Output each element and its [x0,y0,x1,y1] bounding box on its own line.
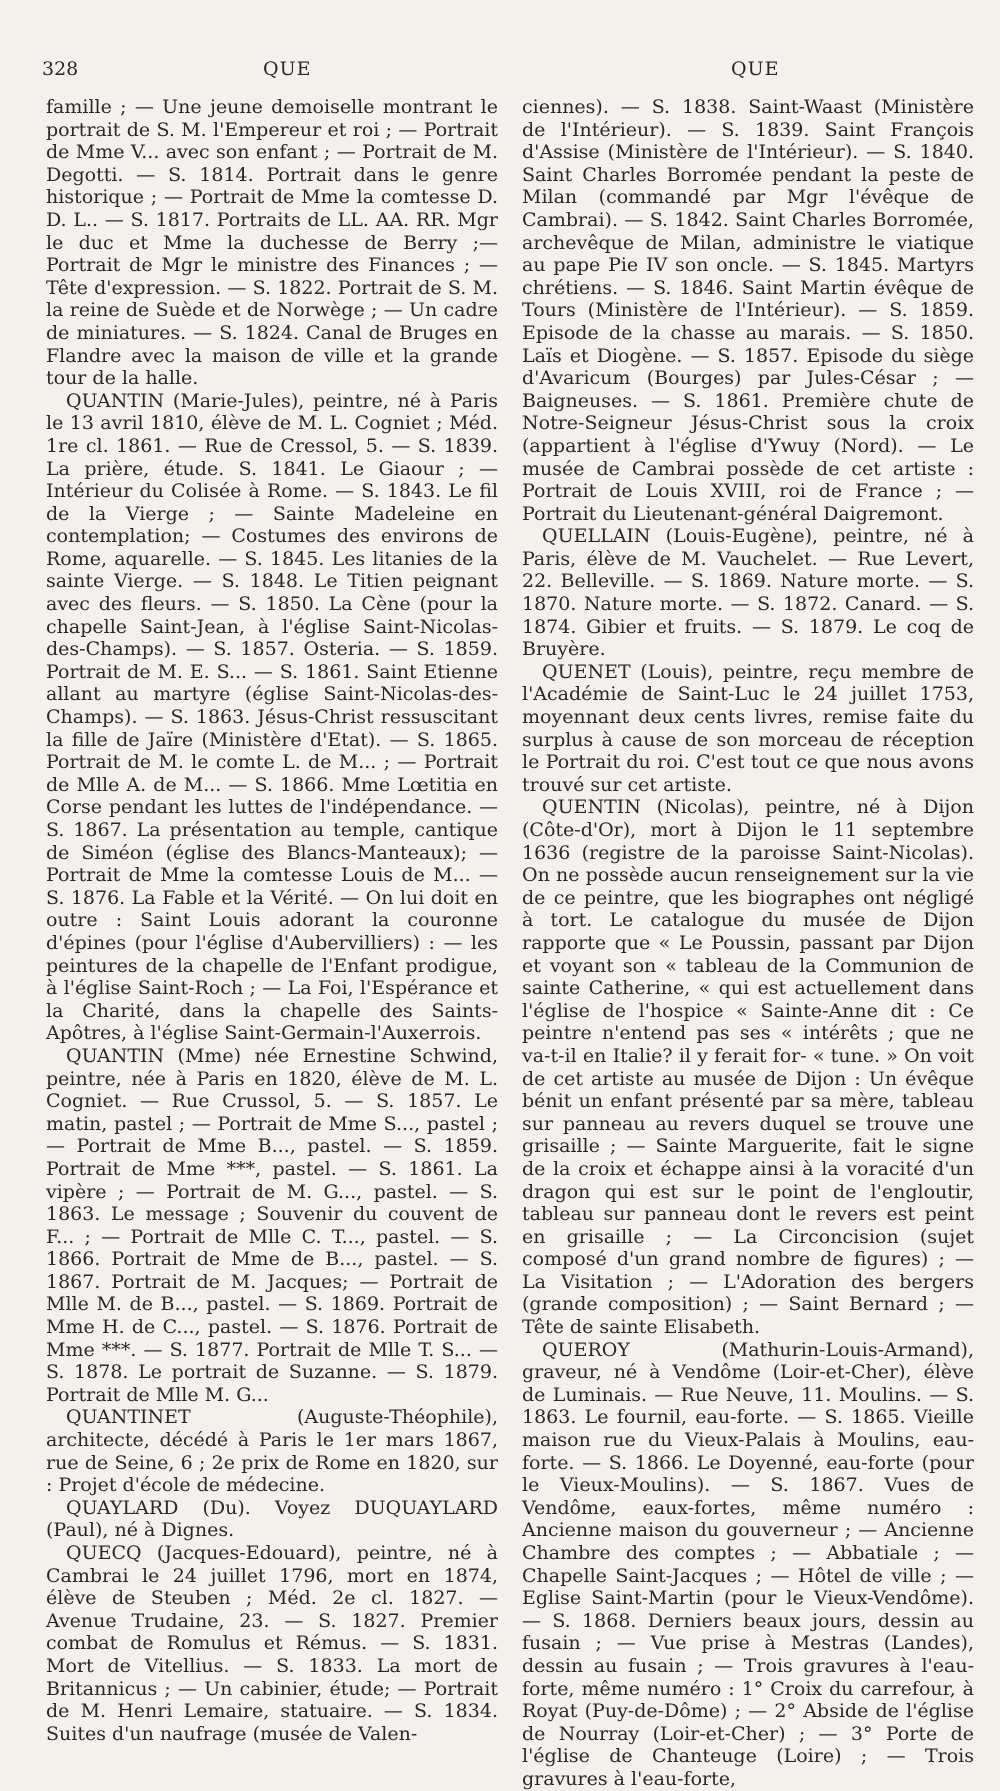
paragraph: ciennes). — S. 1838. Saint-Waast (Ministère de l'Intérieur). — S. 1839. Saint François d'Assise (Ministère de l'Intérieur). — S. 1840. Saint Charles Borromée pendant la peste de Milan (commandé par Mgr l'évêque de Cambrai). — S. 1842. Saint Charles Borromée, archevêque de Milan, administre le viatique au pape Pie IV son oncle. — S. 1845. Martyrs chrétiens. — S. 1846. Saint Martin évêque de Tours (Ministère de l'Intérieur). — S. 1859. Episode de la chasse au marais. — S. 1850. Laïs et Diogène. — S. 1857. Episode du siège d'Avaricum (Bourges) par Jules-César ; — Baigneuses. — S. 1861. Première chute de Notre-Seigneur Jésus-Christ sous la croix (appartient à l'église d'Ywuy (Nord). — Le musée de Cambrai possède de cet artiste : Portrait de Louis XVIII, roi de France ; — Portrait du Lieutenant-général Daigremont. [522,96,974,525]
paragraph: famille ; — Une jeune demoiselle montrant le portrait de S. M. l'Empereur et roi ; — Portrait de Mme V... avec son enfant ; — Portrait de M. Degotti. — S. 1814. Portrait dans le genre historique ; — Portrait de Mme la comtesse D. D. L.. — S. 1817. Portraits de LL. AA. RR. Mgr le duc et Mme la duchesse de Berry ;—Portrait de Mgr le ministre des Finances ; — Tête d'expression. — S. 1822. Portrait de S. M. la reine de Suède et de Norwège ; — Un cadre de miniatures. — S. 1824. Canal de Bruges en Flandre avec la maison de ville et la grande tour de la halle. [46,96,498,390]
paragraph: QUECQ (Jacques-Edouard), peintre, né à Cambrai le 24 juillet 1796, mort en 1874, élève de Steuben ; Méd. 2e cl. 1827. — Avenue Trudaine, 23. — S. 1827. Premier combat de Romulus et Rémus. — S. 1831. Mort de Vitellius. — S. 1833. La mort de Britannicus ; — Un cabinier, étude; — Portrait de M. Henri Lemaire, statuaire. — S. 1834. Suites d'un naufrage (musée de Valen- [46,1542,498,1745]
paragraph: QUANTIN (Marie-Jules), peintre, né à Paris le 13 avril 1810, élève de M. L. Cogniet ; Méd. 1re cl. 1861. — Rue de Cressol, 5. — S. 1839. La prière, étude. S. 1841. Le Giaour ; — Intérieur du Colisée à Rome. — S. 1843. Le fil de la Vierge ; — Sainte Madeleine en contemplation; — Costumes des environs de Rome, aquarelle. — S. 1845. Les litanies de la sainte Vierge. — S. 1848. Le Titien peignant avec des fleurs. — S. 1850. La Cène (pour la chapelle Saint-Jean, à l'église Saint-Nicolas-des-Champs). — S. 1857. Osteria. — S. 1859. Portrait de M. E. S... — S. 1861. Saint Etienne allant au martyre (église Saint-Nicolas-des-Champs). — S. 1863. Jésus-Christ ressuscitant la fille de Jaïre (Ministère d'Etat). — S. 1865. Portrait de M. le comte L. de M... ; — Portrait de Mlle A. de M... — S. 1866. Mme Lœtitia en Corse pendant les luttes de l'indépendance. — S. 1867. La présentation au temple, cantique de Siméon (église des Blancs-Manteaux); — Portrait de Mme la comtesse Louis de M... — S. 1876. La Fable et la Vérité. — On lui doit en outre : Saint Louis adorant la couronne d'épines (pour l'église d'Aubervilliers) : — les peintures de la chapelle de l'Enfant prodigue, à l'église Saint-Roch ; — La Foi, l'Espérance et la Charité, dans la chapelle des Saints-Apôtres, à l'église Saint-Germain-l'Auxerrois. [46,389,498,1045]
left-column [46,96,498,1745]
paragraph: QUELLAIN (Louis-Eugène), peintre, né à Paris, élève de M. Vauchelet. — Rue Levert, 22. Belleville. — S. 1869. Nature morte. — S. 1870. Nature morte. — S. 1872. Canard. — S. 1874. Gibier et fruits. — S. 1879. Le coq de Bruyère. [522,525,974,661]
page-header [0,58,1000,88]
paragraph: QUENET (Louis), peintre, reçu membre de l'Académie de Saint-Luc le 24 juillet 1753, moyennant deux cents livres, remise faite du surplus à cause de son morceau de réception le Portrait du roi. C'est tout ce que nous avons trouvé sur cet artiste. [522,660,974,796]
right-column [522,96,974,1791]
paragraph: QUANTINET (Auguste-Théophile), architecte, décédé à Paris le 1er mars 1867, rue de Seine, 6 ; 2e prix de Rome en 1820, sur : Projet d'école de médecine. [46,1406,498,1497]
page-number: 328 [42,58,79,80]
running-head-right: QUE [731,58,780,80]
paragraph: QUEROY (Mathurin-Louis-Armand), graveur, né à Vendôme (Loir-et-Cher), élève de Luminais. — Rue Neuve, 11. Moulins. — S. 1863. Le fournil, eau-forte. — S. 1865. Vieille maison rue du Vieux-Palais à Moulins, eau-forte. — S. 1866. Le Doyenné, eau-forte (pour le Vieux-Moulins). — S. 1867. Vues de Vendôme, eaux-fortes, même numéro : Ancienne maison du gouverneur ; — Ancienne Chambre des comptes ; — Abbatiale ; — Chapelle Saint-Jacques ; — Hôtel de ville ; — Eglise Saint-Martin (pour le Vieux-Vendôme). — S. 1868. Derniers beaux jours, dessin au fusain ; — Vue prise à Mestras (Landes), dessin au fusain ; — Trois gravures à l'eau-forte, même numéro : 1° Croix du carrefour, à Royat (Puy-de-Dôme) ; — 2° Abside de l'église de Nourray (Loir-et-Cher) ; — 3° Porte de l'église de Chanteuge (Loire) ; — Trois gravures à l'eau-forte, [522,1338,974,1790]
running-head-left: QUE [263,58,312,80]
paragraph: QUAYLARD (Du). Voyez DUQUAYLARD (Paul), né à Dignes. [46,1496,498,1542]
paragraph: QUENTIN (Nicolas), peintre, né à Dijon (Côte-d'Or), mort à Dijon le 11 septembre 1636 (registre de la paroisse Saint-Nicolas). On ne possède aucun renseignement sur la vie de ce peintre, que les biographes ont négligé à tort. Le catalogue du musée de Dijon rapporte que « Le Poussin, passant par Dijon et voyant son « tableau de la Communion de sainte Catherine, « qui est actuellement dans l'église de l'hospice « Sainte-Anne dit : Ce peintre n'entend pas ses « intérêts ; que ne va-t-il en Italie? il y ferait for- « tune. » On voit de cet artiste au musée de Dijon : Un évêque bénit un enfant présenté par sa mère, tableau sur panneau au revers duquel se trouve une grisaille ; — Sainte Marguerite, fait le signe de la croix et échappe ainsi à la voracité d'un dragon qui est sur le point de l'engloutir, tableau sur panneau dont le revers est peint en grisaille ; — La Circoncision (sujet composé d'un grand nombre de figures) ; — La Visitation ; — L'Adoration des bergers (grande composition) ; — Saint Bernard ; — Tête de sainte Elisabeth. [522,796,974,1339]
paragraph: QUANTIN (Mme) née Ernestine Schwind, peintre, née à Paris en 1820, élève de M. L. Cogniet. — Rue Crussol, 5. — S. 1857. Le matin, pastel ; — Portrait de Mme S..., pastel ; — Portrait de Mme B..., pastel. — S. 1859. Portrait de Mme ***, pastel. — S. 1861. La vipère ; — Portrait de M. G..., pastel. — S. 1863. Le message ; Souvenir du couvent de F... ; — Portrait de Mlle C. T..., pastel. — S. 1866. Portrait de Mme de B..., pastel. — S. 1867. Portrait de M. Jacques; — Portrait de Mlle M. de B..., pastel. — S. 1869. Portrait de Mme H. de C..., pastel. — S. 1876. Portrait de Mme ***. — S. 1877. Portrait de Mlle T. S... — S. 1878. Le portrait de Suzanne. — S. 1879. Portrait de Mlle M. G... [46,1044,498,1406]
